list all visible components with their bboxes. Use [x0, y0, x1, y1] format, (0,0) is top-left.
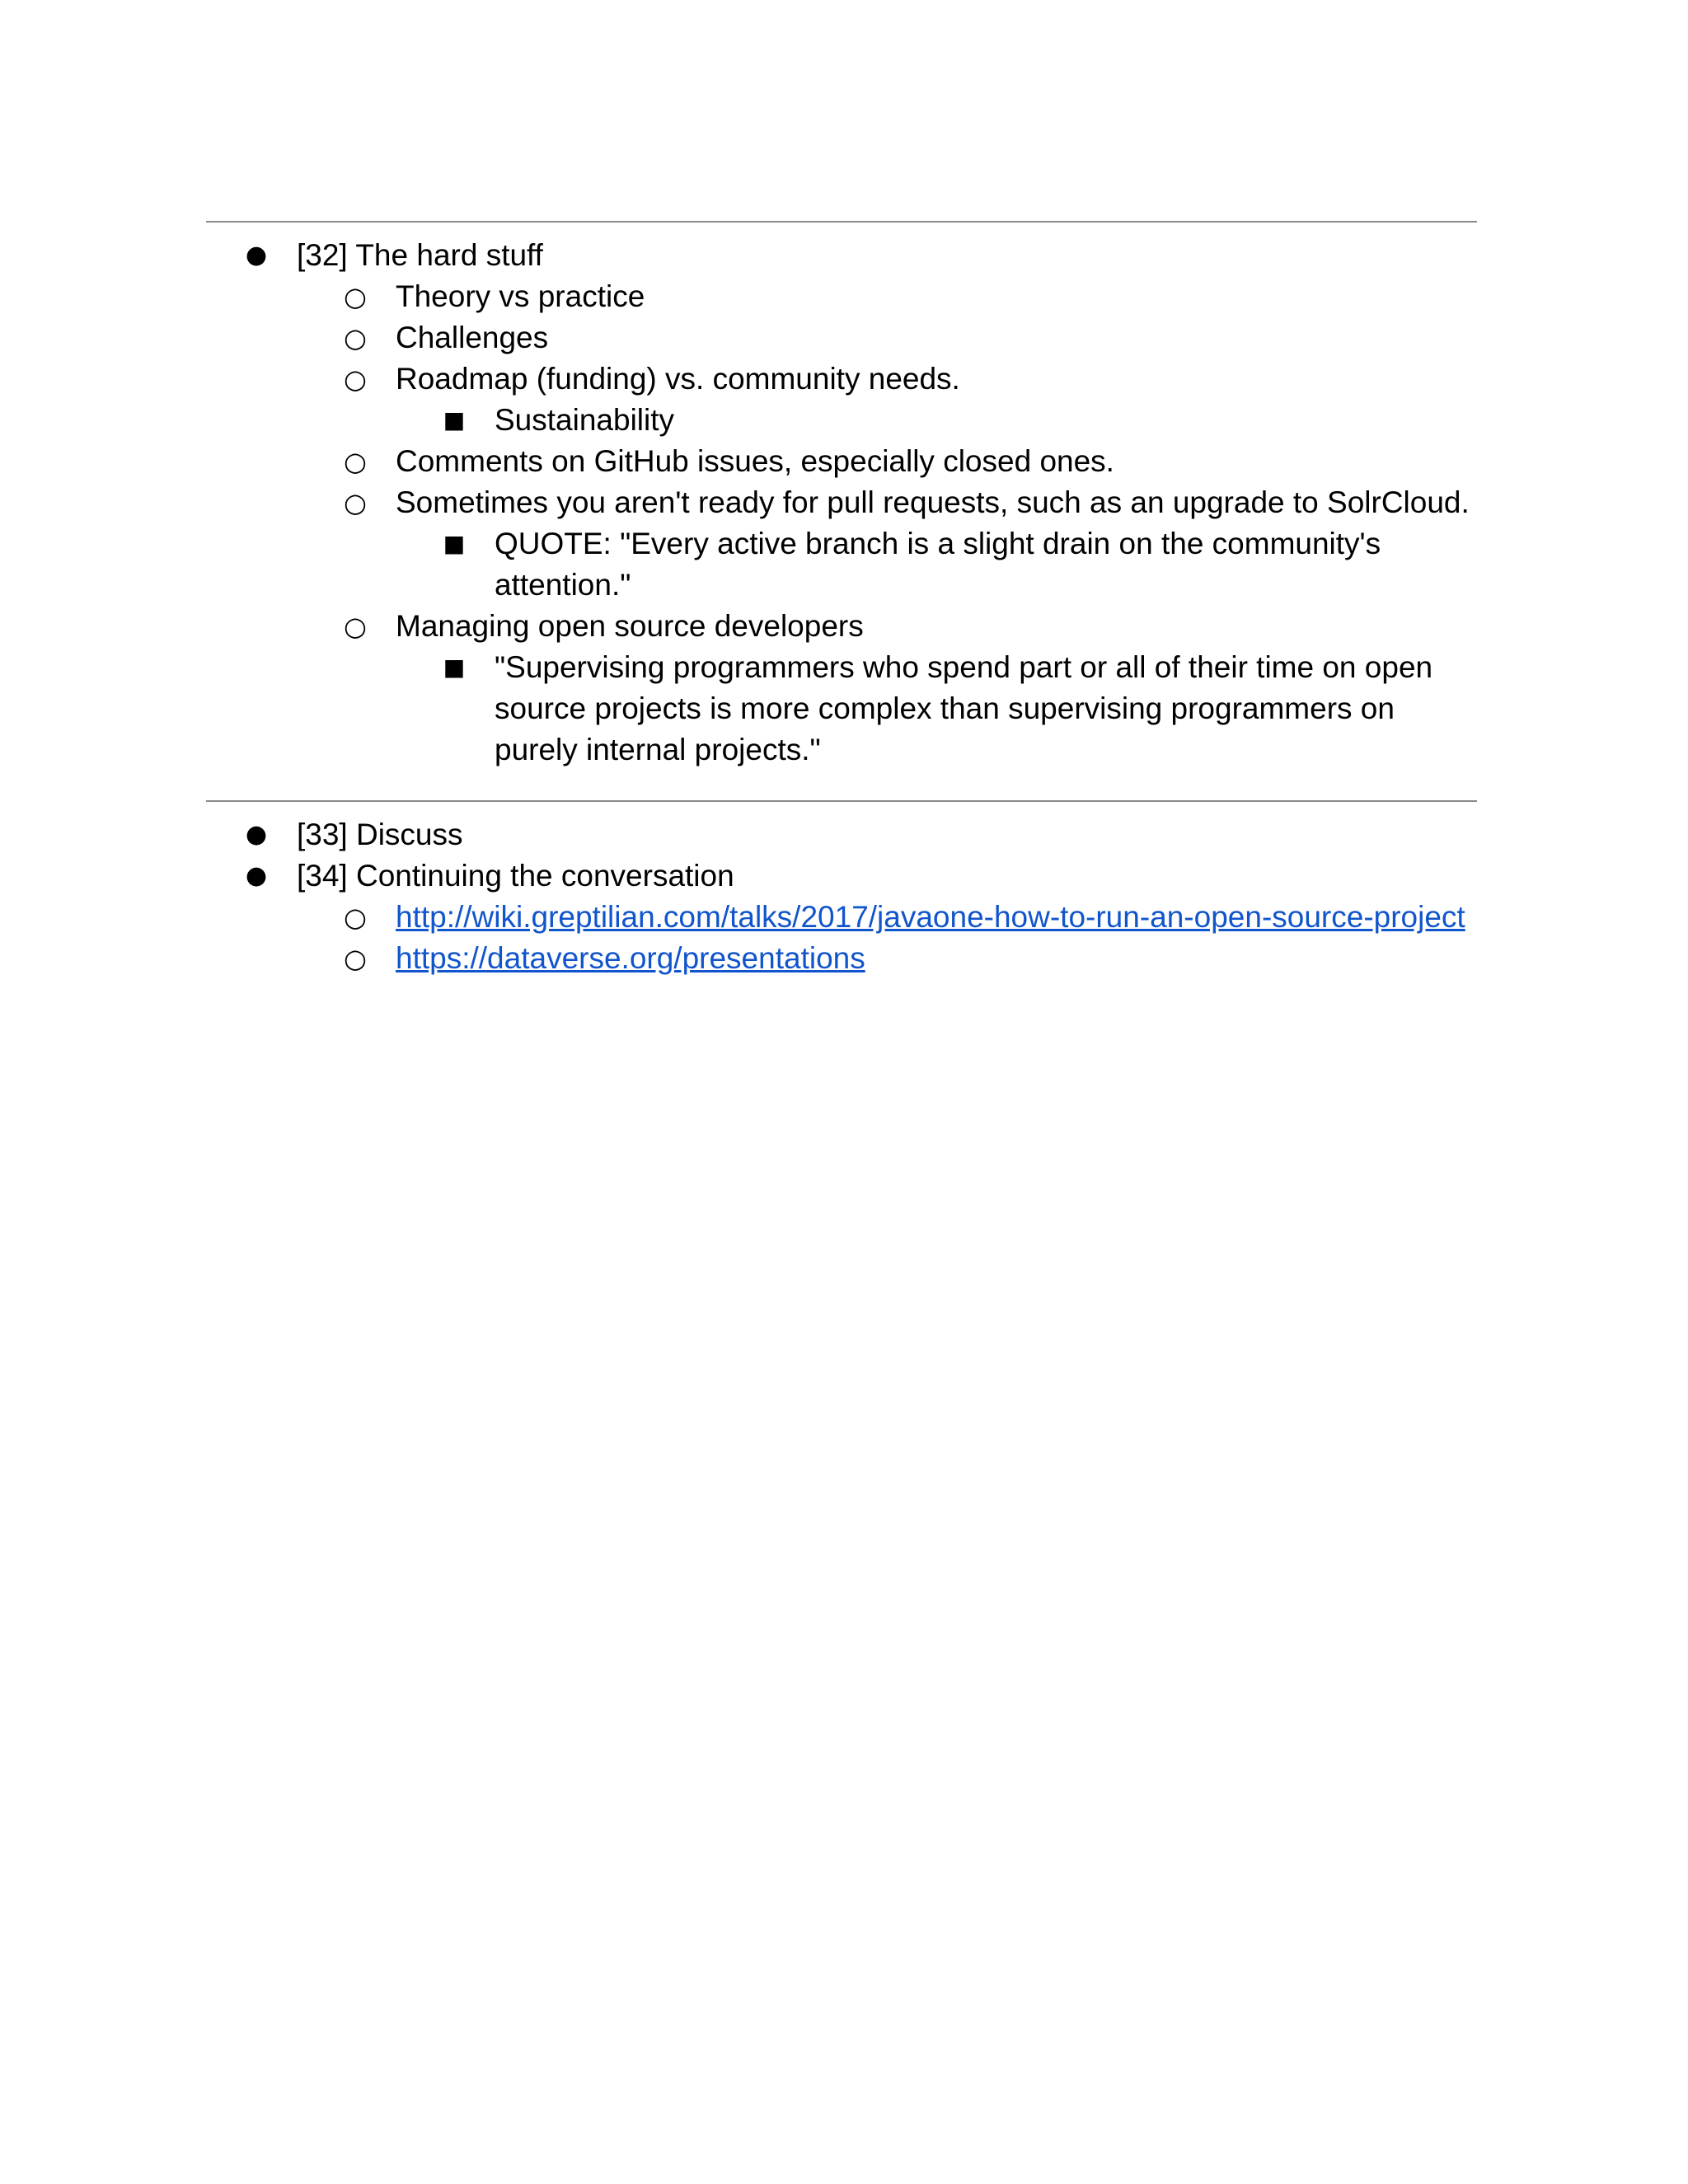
list-item — [0, 606, 1688, 647]
list-item-text: Comments on GitHub issues, especially closed ones. — [396, 444, 1114, 478]
dataverse-presentations-link[interactable]: https://dataverse.org/presentations — [396, 941, 865, 975]
square-bullet-icon: ■ — [443, 654, 466, 681]
list-item-text: Sometimes you aren't ready for pull requests, such as an upgrade to SolrCloud. — [396, 485, 1470, 519]
list-item — [0, 482, 1688, 523]
hollow-circle-bullet-icon: ○ — [344, 281, 367, 312]
horizontal-rule — [206, 800, 1477, 802]
list-item-text: "Supervising programmers who spend part or all of their time on open source projects is more complex than supervising programmers on purely internal projects." — [495, 650, 1433, 766]
list-item — [0, 317, 1688, 359]
hollow-circle-bullet-icon: ○ — [344, 902, 367, 933]
list-item — [0, 814, 1688, 855]
list-item-text: Managing open source developers — [396, 609, 864, 643]
list-item-text: Roadmap (funding) vs. community needs. — [396, 362, 960, 396]
list-item — [0, 647, 1479, 771]
list-item — [0, 855, 1688, 897]
bullet-list — [0, 814, 1688, 979]
hollow-circle-bullet-icon: ○ — [344, 322, 367, 354]
list-item-text: QUOTE: "Every active branch is a slight drain on the community's attention." — [495, 527, 1381, 602]
filled-circle-bullet-icon: ● — [245, 820, 268, 849]
list-item-text: Challenges — [396, 321, 549, 354]
horizontal-rule — [206, 221, 1477, 223]
square-bullet-icon: ■ — [443, 530, 466, 557]
list-item-text: [33] Discuss — [297, 818, 463, 851]
hollow-circle-bullet-icon: ○ — [344, 363, 367, 395]
list-item — [0, 523, 1479, 606]
hollow-circle-bullet-icon: ○ — [344, 487, 367, 518]
list-item-text: Theory vs practice — [396, 279, 645, 313]
list-item-text: [34] Continuing the conversation — [297, 859, 734, 893]
list-item — [0, 938, 1688, 979]
filled-circle-bullet-icon: ● — [245, 241, 268, 269]
section-hard-stuff — [0, 235, 1688, 771]
greptilian-talk-link[interactable]: http://wiki.greptilian.com/talks/2017/javaone-how-to-run-an-open-source-project — [396, 900, 1465, 934]
list-item — [0, 235, 1688, 276]
hollow-circle-bullet-icon: ○ — [344, 446, 367, 477]
filled-circle-bullet-icon: ● — [245, 861, 268, 890]
bullet-list — [0, 235, 1688, 771]
list-item-text: Sustainability — [495, 403, 675, 437]
list-item-text: [32] The hard stuff — [297, 238, 543, 272]
section-closing — [0, 814, 1688, 979]
list-item — [0, 276, 1688, 317]
list-item — [0, 359, 1688, 400]
list-item — [0, 897, 1688, 938]
hollow-circle-bullet-icon: ○ — [344, 943, 367, 974]
list-item — [0, 441, 1688, 482]
square-bullet-icon: ■ — [443, 406, 466, 434]
hollow-circle-bullet-icon: ○ — [344, 611, 367, 642]
list-item — [0, 400, 1479, 441]
